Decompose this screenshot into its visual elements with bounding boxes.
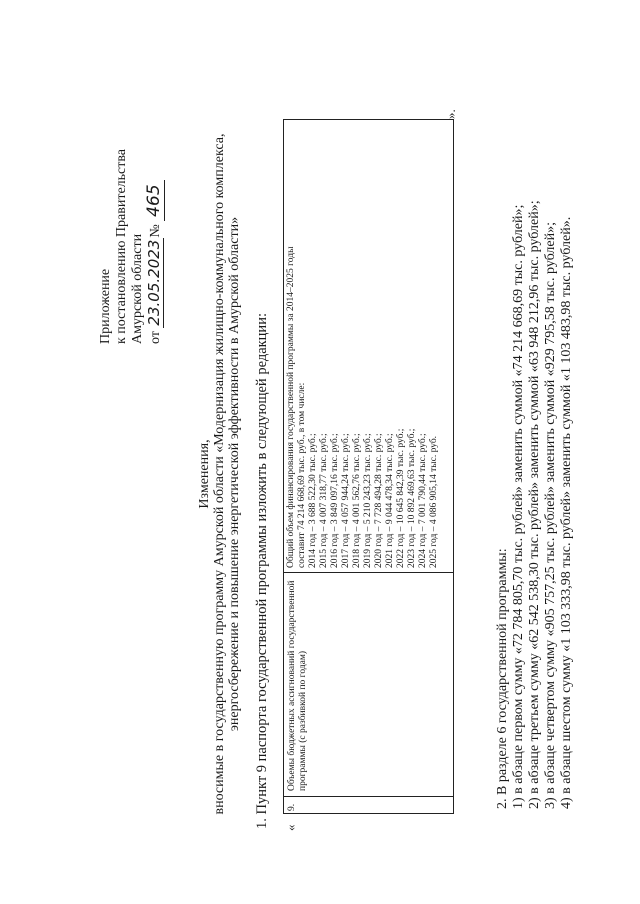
change-item: 1) в абзаце первом сумму «72 784 805,70 тыс. рублей» заменить суммой «74 214 668,69 тыс. рублей»; [511, 204, 526, 809]
value-line: 2022 год – 10 645 842,39 тыс. руб.; [396, 428, 406, 568]
title-line-3: энергосбережение и повышение энергетической эффективности в Амурской области» [227, 216, 242, 732]
approval-line-appendix: Приложение [98, 268, 113, 344]
section-2-heading: 2. В разделе 6 государственной программы: [495, 548, 510, 809]
item-1-instruction: 1. Пункт 9 паспорта государственной программы изложить в следующей редакции: [254, 313, 270, 829]
value-line: 2015 год – 4 007 318,77 тыс. руб.; [319, 433, 329, 568]
value-line: 2021 год – 9 044 478,34 тыс. руб.; [385, 433, 395, 568]
approval-date-number-line [146, 24, 164, 344]
change-item: 2) в абзаце третьем сумму «62 542 538,30 тыс. рублей» заменить суммой «63 948 212,96 тыс. рублей»; [527, 200, 542, 809]
title-line-2: вносимые в государственную программу Амурской области «Модернизация жилищно-коммунального комплекса, [212, 133, 227, 815]
value-line: 2018 год – 4 001 562,76 тыс. руб.; [352, 433, 362, 568]
value-line: 2017 год – 4 057 944,24 тыс. руб.; [341, 433, 351, 568]
change-item: 3) в абзаце четвертом сумму «905 757,25 тыс. рублей» заменить суммой «929 795,58 тыс. рублей»; [543, 221, 558, 809]
value-line: 2023 год – 10 892 469,63 тыс. руб.; [407, 428, 417, 568]
row-number-cell: 9. [284, 796, 453, 813]
row-value-cell [284, 120, 457, 572]
handwritten-number: 465 [144, 180, 165, 220]
handwritten-date: 23.05.2023 [145, 239, 163, 326]
approval-line-decree: к постановлению Правительства [114, 148, 129, 344]
from-label: от [148, 331, 163, 344]
document-title [197, 84, 242, 864]
value-line: Общий объем финансирования государственной программы за 2014–2025 годы [286, 246, 296, 568]
approval-block [98, 24, 164, 344]
row-name-cell: Объемы бюджетных ассигнований государственной программы (с разбивкой по годам) [284, 572, 453, 796]
passport-table [283, 119, 454, 814]
number-label: № [148, 224, 163, 238]
change-item: 4) в абзаце шестом сумму «1 103 333,98 тыс. рублей» заменить суммой «1 103 483,98 тыс. рублей». [559, 216, 574, 809]
value-line: 2014 год – 3 688 522,30 тыс. руб.; [308, 433, 318, 568]
value-line: составит 74 214 668,69 тыс. руб., в том числе: [297, 382, 307, 568]
value-line: 2020 год – 7 728 494,28 тыс. руб.; [374, 433, 384, 568]
value-line: 2024 год – 7 001 790,44 тыс. руб.; [418, 433, 428, 568]
value-line: 2019 год – 5 210 243,23 тыс. руб.; [363, 433, 373, 568]
title-line-1: Изменения, [197, 439, 212, 509]
value-line: 2025 год – 4 086 905,14 тыс. руб. [429, 435, 439, 568]
section-2-changes [495, 169, 575, 809]
value-line: 2016 год – 3 849 097,16 тыс. руб.; [330, 433, 340, 568]
closing-quote: ». [443, 109, 458, 119]
opening-quote: « [283, 824, 298, 831]
approval-line-region: Амурской области [130, 233, 145, 344]
